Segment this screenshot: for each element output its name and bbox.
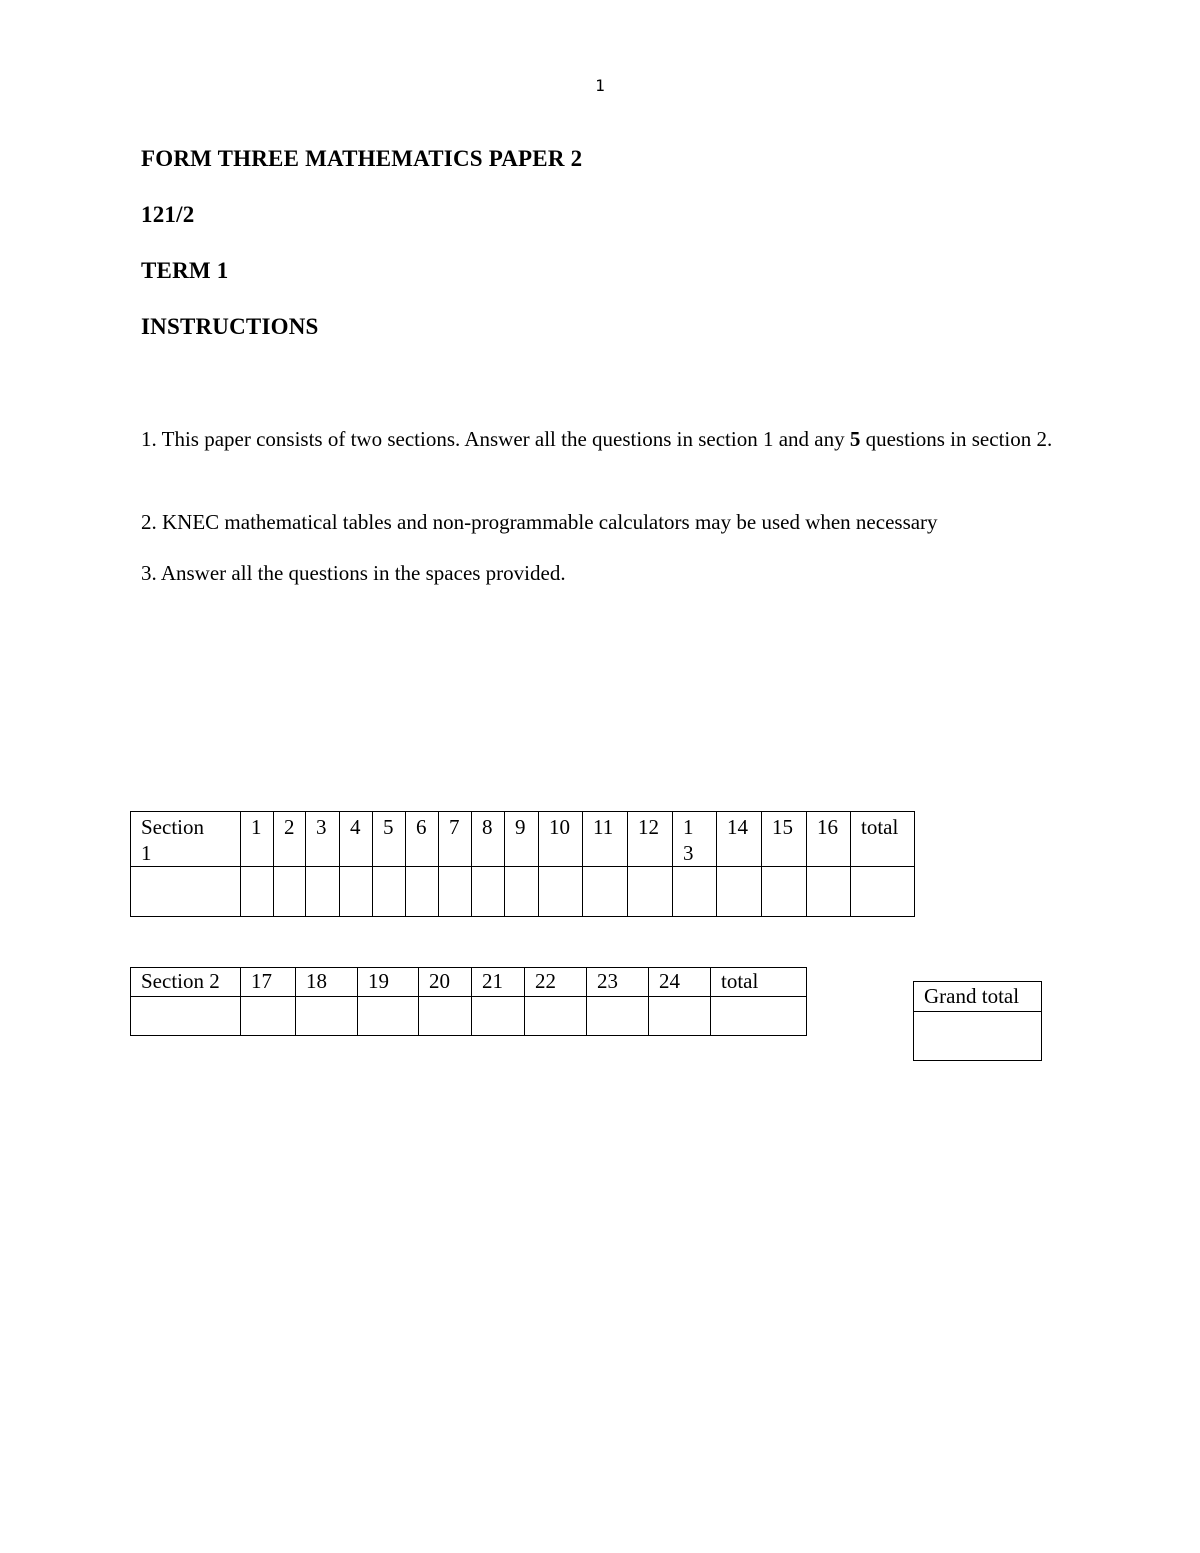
q21-header: 21 (472, 968, 525, 997)
q1-score-cell[interactable] (241, 867, 274, 917)
q21-score-cell[interactable] (472, 997, 525, 1036)
q2-header: 2 (274, 812, 306, 867)
q17-header: 17 (241, 968, 296, 997)
q8-header: 8 (472, 812, 505, 867)
q5-score-cell[interactable] (373, 867, 406, 917)
section-1-header-row (131, 812, 915, 867)
q4-header: 4 (340, 812, 373, 867)
q23-score-cell[interactable] (587, 997, 649, 1036)
section-1-total-cell[interactable] (851, 867, 915, 917)
section-1-score-row (131, 867, 915, 917)
q13-header: 1 3 (673, 812, 717, 867)
q3-header: 3 (306, 812, 340, 867)
q22-score-cell[interactable] (525, 997, 587, 1036)
instruction-1-text-a: 1. This paper consists of two sections. Answer all the questions in section 1 and any (141, 427, 850, 451)
q12-header: 12 (628, 812, 673, 867)
q10-header: 10 (539, 812, 583, 867)
section-1-score-table (130, 811, 915, 917)
q17-score-cell[interactable] (241, 997, 296, 1036)
q8-score-cell[interactable] (472, 867, 505, 917)
q24-header: 24 (649, 968, 711, 997)
q24-score-cell[interactable] (649, 997, 711, 1036)
q18-score-cell[interactable] (296, 997, 358, 1036)
q5-header: 5 (373, 812, 406, 867)
q20-header: 20 (419, 968, 472, 997)
q23-header: 23 (587, 968, 649, 997)
q11-header: 11 (583, 812, 628, 867)
q15-score-cell[interactable] (762, 867, 807, 917)
q18-header: 18 (296, 968, 358, 997)
q11-score-cell[interactable] (583, 867, 628, 917)
paper-code: 121/2 (141, 202, 195, 227)
q1-header: 1 (241, 812, 274, 867)
instructions-heading: INSTRUCTIONS (141, 314, 319, 339)
section-1-total-header: total (851, 812, 915, 867)
q19-score-cell[interactable] (358, 997, 419, 1036)
section-1-score-label-cell (131, 867, 241, 917)
instruction-3: 3. Answer all the questions in the spaces provided. (141, 561, 566, 585)
q13-score-cell[interactable] (673, 867, 717, 917)
term-label: TERM 1 (141, 258, 229, 283)
q7-score-cell[interactable] (439, 867, 472, 917)
q20-score-cell[interactable] (419, 997, 472, 1036)
q16-header: 16 (807, 812, 851, 867)
instruction-1 (141, 423, 1061, 456)
q6-score-cell[interactable] (406, 867, 439, 917)
q3-score-cell[interactable] (306, 867, 340, 917)
q12-score-cell[interactable] (628, 867, 673, 917)
section-2-header-row (131, 968, 807, 997)
section-2-score-row (131, 997, 807, 1036)
q14-header: 14 (717, 812, 762, 867)
section-2-label: Section 2 (131, 968, 241, 997)
instruction-2: 2. KNEC mathematical tables and non-programmable calculators may be used when necessary (141, 510, 938, 534)
q6-header: 6 (406, 812, 439, 867)
q4-score-cell[interactable] (340, 867, 373, 917)
q14-score-cell[interactable] (717, 867, 762, 917)
q22-header: 22 (525, 968, 587, 997)
grand-total-cell[interactable] (914, 1012, 1042, 1061)
section-1-label: Section 1 (131, 812, 241, 867)
instruction-1-bold-count: 5 (849, 427, 861, 451)
section-2-total-header: total (711, 968, 807, 997)
grand-total-label: Grand total (914, 982, 1042, 1012)
q9-score-cell[interactable] (505, 867, 539, 917)
section-2-score-table (130, 967, 807, 1036)
page-number: 1 (595, 76, 605, 95)
grand-total-header-row (914, 982, 1042, 1012)
q10-score-cell[interactable] (539, 867, 583, 917)
q19-header: 19 (358, 968, 419, 997)
grand-total-row (914, 1012, 1042, 1061)
section-2-score-label-cell (131, 997, 241, 1036)
q9-header: 9 (505, 812, 539, 867)
q15-header: 15 (762, 812, 807, 867)
q7-header: 7 (439, 812, 472, 867)
q16-score-cell[interactable] (807, 867, 851, 917)
instruction-1-text-b: questions in section 2. (860, 427, 1053, 451)
paper-title: FORM THREE MATHEMATICS PAPER 2 (141, 146, 583, 171)
section-2-total-cell[interactable] (711, 997, 807, 1036)
grand-total-table (913, 981, 1042, 1061)
q2-score-cell[interactable] (274, 867, 306, 917)
